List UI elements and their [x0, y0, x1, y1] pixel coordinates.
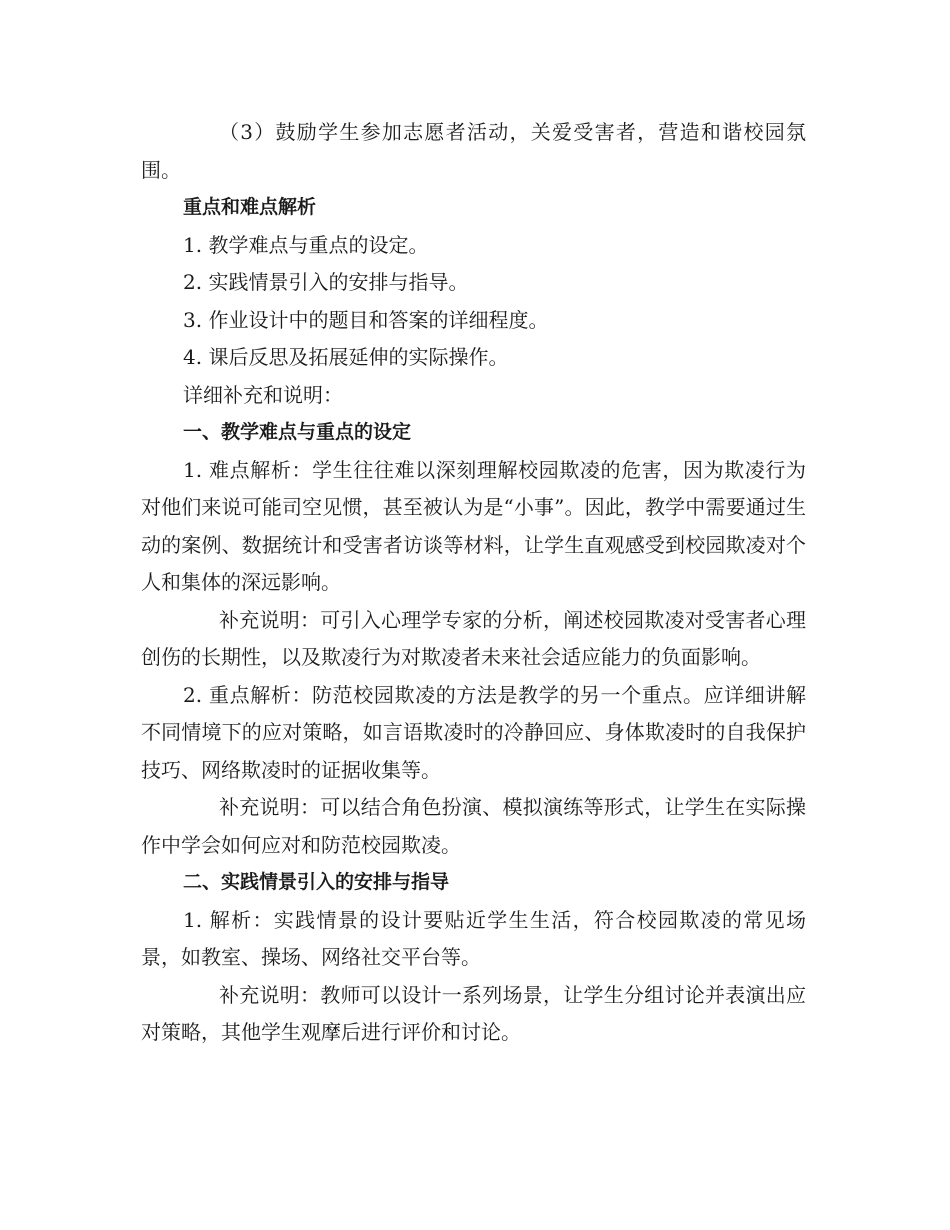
list-item-2: 2. 实践情景引入的安排与指导。 — [183, 270, 469, 294]
heading-section-2: 二、实践情景引入的安排与指导 — [183, 871, 450, 893]
list-item-4: 4. 课后反思及拓展延伸的实际操作。 — [183, 345, 509, 369]
paragraph-practice-analysis: 1. 解析：实践情景的设计要贴近学生生活，符合校园欺凌的常见场景，如教室、操场、网络社交平台等。 — [141, 907, 806, 969]
list-item-1: 1. 教学难点与重点的设定。 — [183, 232, 429, 257]
list-item-3: 3. 作业设计中的题目和答案的详细程度。 — [183, 307, 549, 332]
document-page — [141, 114, 806, 1052]
paragraph-supplement-2: 补充说明：可以结合角色扮演、模拟演练等形式，让学生在实际操作中学会如何应对和防范校园欺凌。 — [141, 795, 806, 857]
paragraph-supplement-1: 补充说明：可引入心理学专家的分析，阐述校园欺凌对受害者心理创伤的长期性，以及欺凌行为对欺凌者未来社会适应能力的负面影响。 — [141, 607, 806, 669]
heading-key-points: 重点和难点解析 — [183, 196, 317, 218]
paragraph-volunteer: （3）鼓励学生参加志愿者活动，关爱受害者，营造和谐校园氛围。 — [141, 120, 806, 182]
paragraph-supplement-3: 补充说明：教师可以设计一系列场景，让学生分组讨论并表演出应对策略，其他学生观摩后进行评价和讨论。 — [141, 982, 806, 1044]
heading-section-1: 一、教学难点与重点的设定 — [183, 421, 412, 443]
paragraph-details-intro: 详细补充和说明： — [183, 382, 343, 407]
paragraph-difficulty-analysis: 1. 难点解析：学生往往难以深刻理解校园欺凌的危害，因为欺凌行为对他们来说可能司空见惯，甚至被认为是“小事”。因此，教学中需要通过生动的案例、数据统计和受害者访谈等材料，让学生直观感受到校园欺凌对个人和集体的深远影响。 — [141, 457, 806, 594]
paragraph-key-analysis: 2. 重点解析：防范校园欺凌的方法是教学的另一个重点。应详细讲解不同情境下的应对策略，如言语欺凌时的冷静回应、身体欺凌时的自我保护技巧、网络欺凌时的证据收集等。 — [141, 682, 806, 782]
